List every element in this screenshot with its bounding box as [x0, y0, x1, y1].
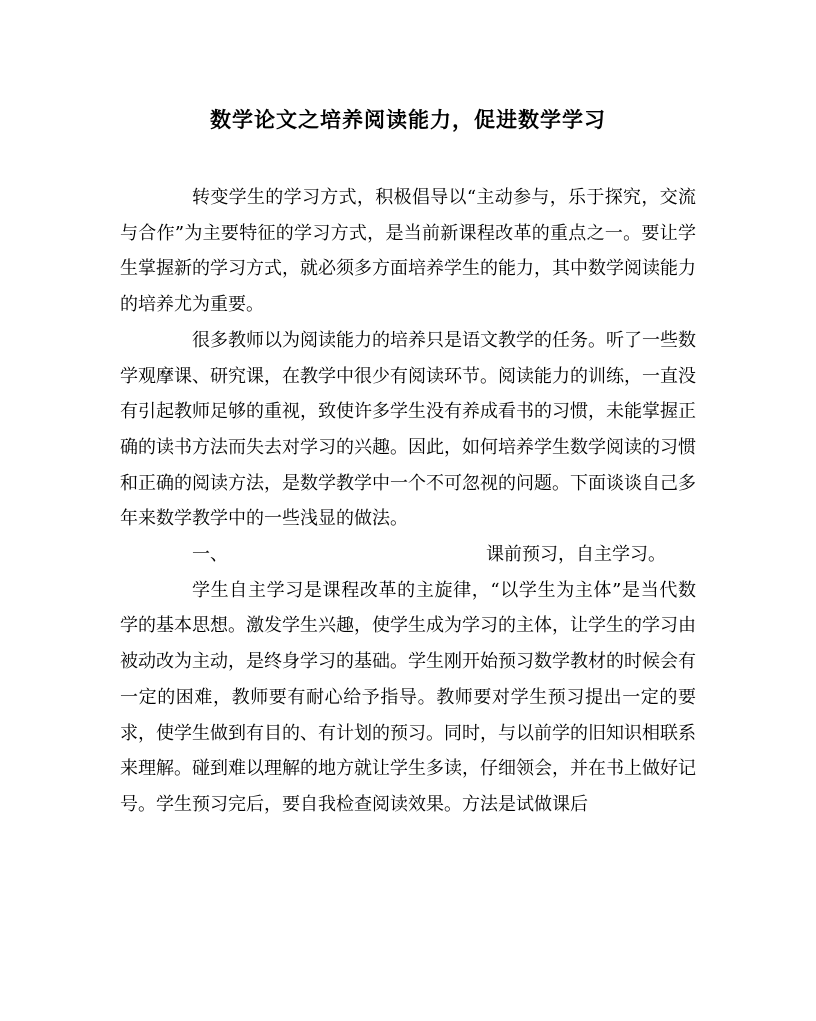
- document-title: 数学论文之培养阅读能力，促进数学学习: [210, 107, 606, 132]
- section-heading-number: 一、: [192, 544, 228, 566]
- document-body: [120, 180, 696, 823]
- section-heading: [120, 537, 696, 573]
- paragraph-3: 学生自主学习是课程改革的主旋律，“以学生为主体”是当代数学的基本思想。激发学生兴趣，使学生成为学习的主体，让学生的学习由被动改为主动，是终身学习的基础。学生刚开始预习数学教材的时候会有一定的困难，教师要有耐心给予指导。教师要对学生预习提出一定的要求，使学生做到有目的、有计划的预习。同时，与以前学的旧知识相联系来理解。碰到难以理解的地方就让学生多读，仔细领会，并在书上做好记号。学生预习完后，要自我检查阅读效果。方法是试做课后: [120, 579, 696, 815]
- section-heading-text: 课前预习，自主学习。: [486, 544, 666, 566]
- paragraph-1: 转变学生的学习方式，积极倡导以“主动参与，乐于探究，交流与合作”为主要特征的学习方式，是当前新课程改革的重点之一。要让学生掌握新的学习方式，就必须多方面培养学生的能力，其中数学阅读能力的培养尤为重要。: [120, 187, 696, 316]
- paragraph-2: 很多教师以为阅读能力的培养只是语文教学的任务。听了一些数学观摩课、研究课，在教学中很少有阅读环节。阅读能力的训练，一直没有引起教师足够的重视，致使许多学生没有养成看书的习惯，未能掌握正确的读书方法而失去对学习的兴趣。因此，如何培养学生数学阅读的习惯和正确的阅读方法，是数学教学中一个不可忽视的问题。下面谈谈自己多年来数学教学中的一些浅显的做法。: [120, 329, 696, 530]
